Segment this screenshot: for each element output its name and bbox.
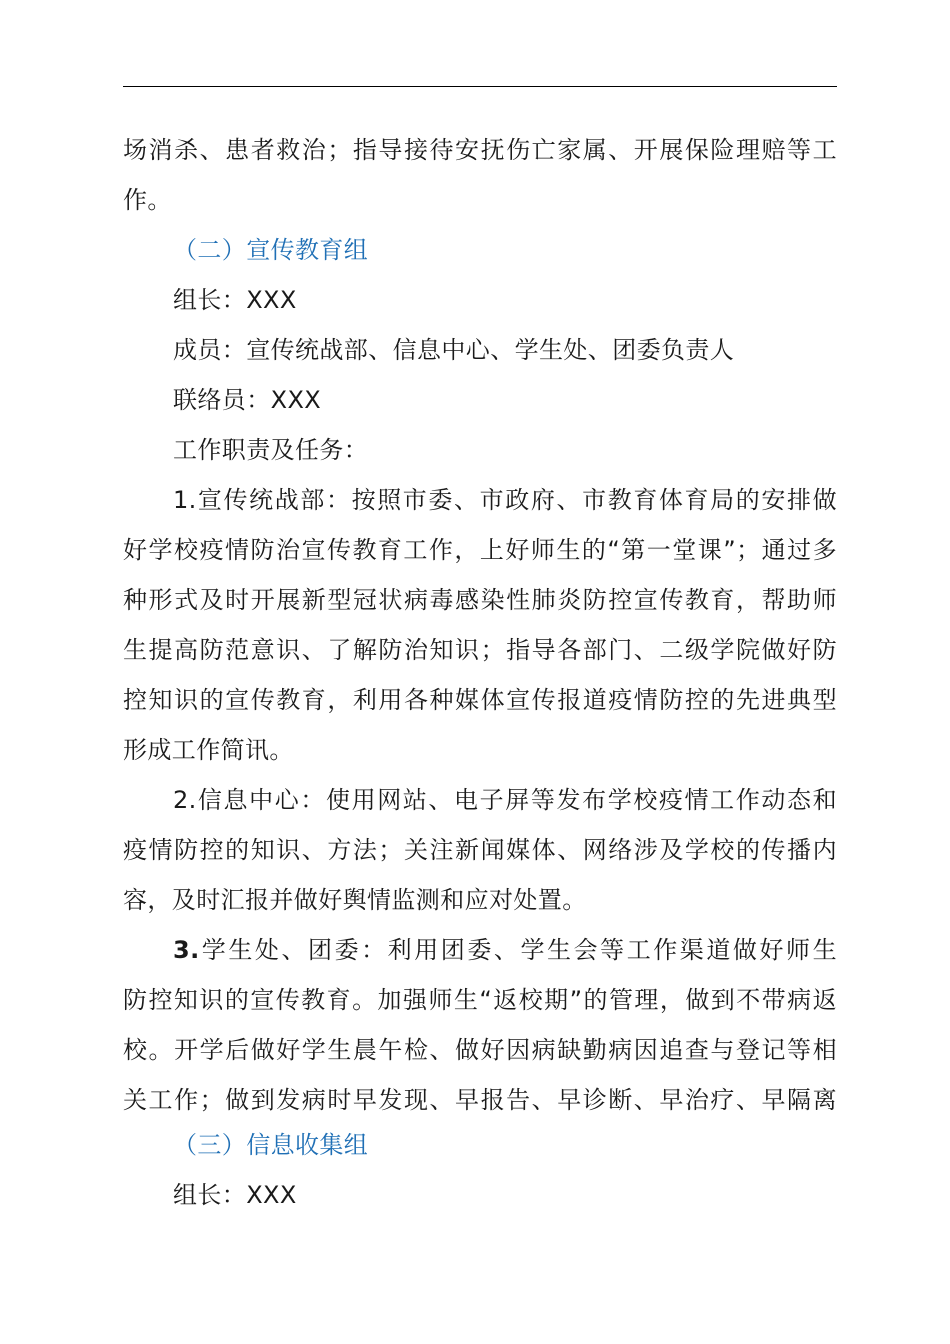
header-rule xyxy=(123,86,837,87)
section-heading-publicity: （二）宣传教育组 xyxy=(173,236,369,264)
intro-line-1: 场消杀、患者救治；指导接待安抚伤亡家属、开展保险理赔等工 xyxy=(123,136,837,164)
intro-line-2: 作。 xyxy=(123,186,172,214)
section-heading-info: （三）信息收集组 xyxy=(173,1131,369,1159)
item-3-line-3: 校。开学后做好学生晨午检、做好因病缺勤病因追查与登记等相 xyxy=(123,1036,837,1064)
members-line: 成员：宣传统战部、信息中心、学生处、团委负责人 xyxy=(173,336,735,364)
item-3-line-4: 关工作；做到发病时早发现、早报告、早诊断、早治疗、早隔离 xyxy=(123,1086,837,1114)
item-3-line-1: 3.学生处、团委：利用团委、学生会等工作渠道做好师生 xyxy=(173,936,837,964)
item-2-line-3: 容，及时汇报并做好舆情监测和应对处置。 xyxy=(123,886,587,914)
duties-label: 工作职责及任务： xyxy=(173,436,369,464)
item-3-number: 3. xyxy=(173,936,200,964)
item-1-line-2: 好学校疫情防治宣传教育工作，上好师生的“第一堂课”；通过多 xyxy=(123,536,837,564)
item-2-line-2: 疫情防控的知识、方法；关注新闻媒体、网络涉及学校的传播内 xyxy=(123,836,837,864)
item-2-line-1: 2.信息中心：使用网站、电子屏等发布学校疫情工作动态和 xyxy=(173,786,837,814)
item-1-line-1: 1.宣传统战部：按照市委、市政府、市教育体育局的安排做 xyxy=(173,486,837,514)
item-1-line-6: 形成工作简讯。 xyxy=(123,736,294,764)
item-1-line-3: 种形式及时开展新型冠状病毒感染性肺炎防控宣传教育，帮助师 xyxy=(123,586,837,614)
item-1-line-5: 控知识的宣传教育，利用各种媒体宣传报道疫情防控的先进典型 xyxy=(123,686,837,714)
item-1-line-4: 生提高防范意识、了解防治知识；指导各部门、二级学院做好防 xyxy=(123,636,837,664)
section3-leader-line: 组长：XXX xyxy=(173,1181,297,1209)
item-2-number: 2. xyxy=(173,786,197,814)
item-1-number: 1. xyxy=(173,486,197,514)
liaison-line: 联络员：XXX xyxy=(173,386,322,414)
leader-line: 组长：XXX xyxy=(173,286,297,314)
item-3-line-2: 防控知识的宣传教育。加强师生“返校期”的管理，做到不带病返 xyxy=(123,986,837,1014)
